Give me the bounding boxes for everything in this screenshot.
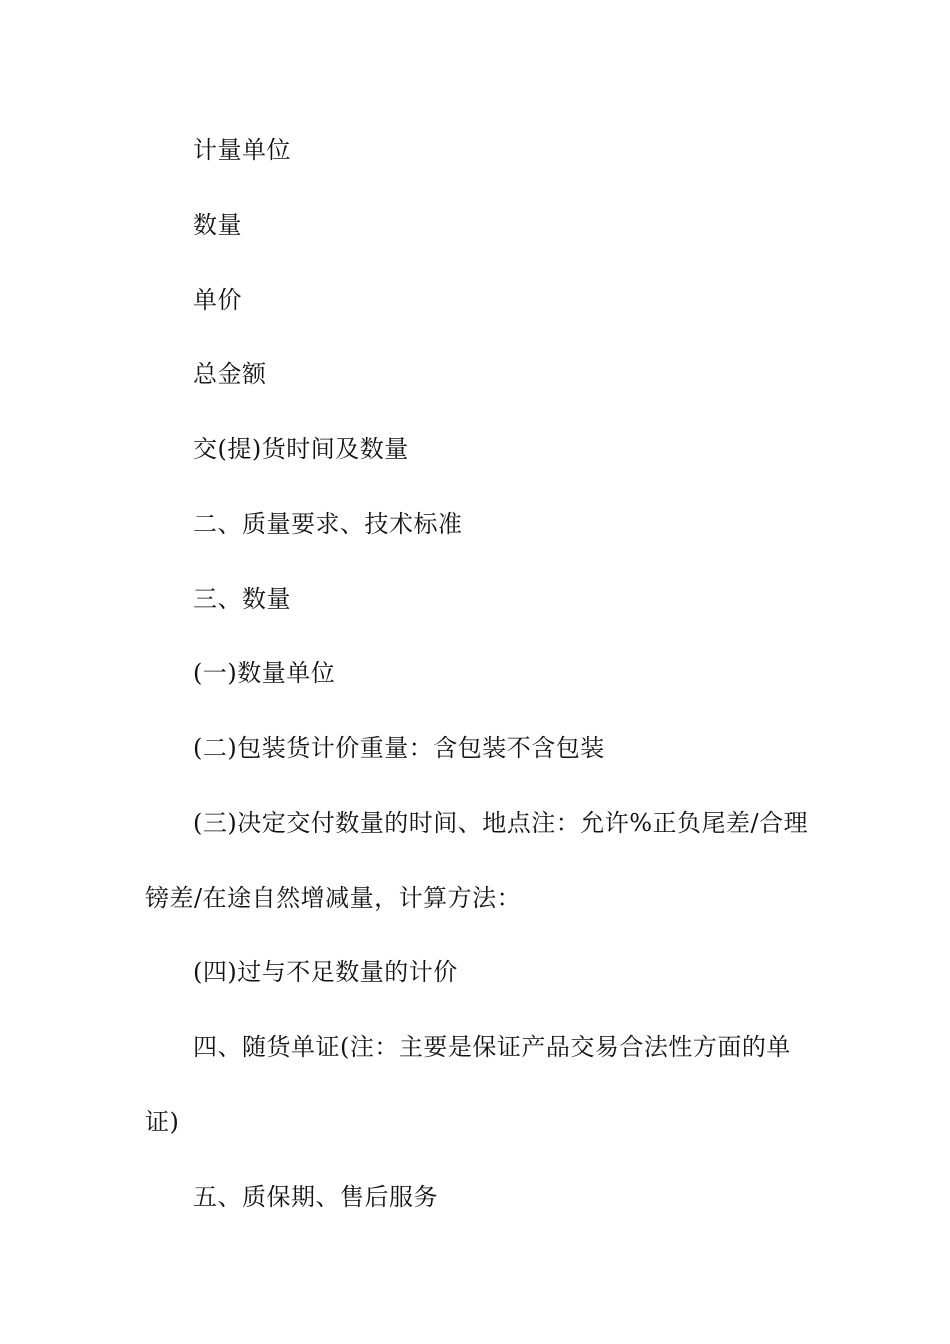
section-heading-warranty: 五、质保期、售后服务 — [193, 1183, 438, 1211]
text-line-delivery-determination: (三)决定交付数量的时间、地点注：允许%正负尾差/合理 — [193, 809, 809, 837]
text-line-excess-shortage-pricing: (四)过与不足数量的计价 — [193, 958, 458, 986]
text-line-unit-price: 单价 — [193, 286, 242, 314]
text-line-packaging-weight: (二)包装货计价重量：含包装不含包装 — [193, 734, 605, 762]
text-line-delivery-determination-cont: 镑差/在途自然增减量，计算方法： — [145, 884, 522, 912]
text-line-quantity-unit: (一)数量单位 — [193, 659, 336, 687]
section-heading-quantity: 三、数量 — [193, 585, 291, 613]
text-line-delivery-time: 交(提)货时间及数量 — [193, 435, 409, 463]
section-heading-documents: 四、随货单证(注：主要是保证产品交易合法性方面的单 — [193, 1033, 791, 1061]
text-line-quantity: 数量 — [193, 211, 242, 239]
text-line-total-amount: 总金额 — [193, 360, 267, 388]
text-line-unit-of-measure: 计量单位 — [193, 136, 291, 164]
section-heading-documents-cont: 证) — [145, 1108, 180, 1136]
section-heading-quality: 二、质量要求、技术标准 — [193, 510, 463, 538]
